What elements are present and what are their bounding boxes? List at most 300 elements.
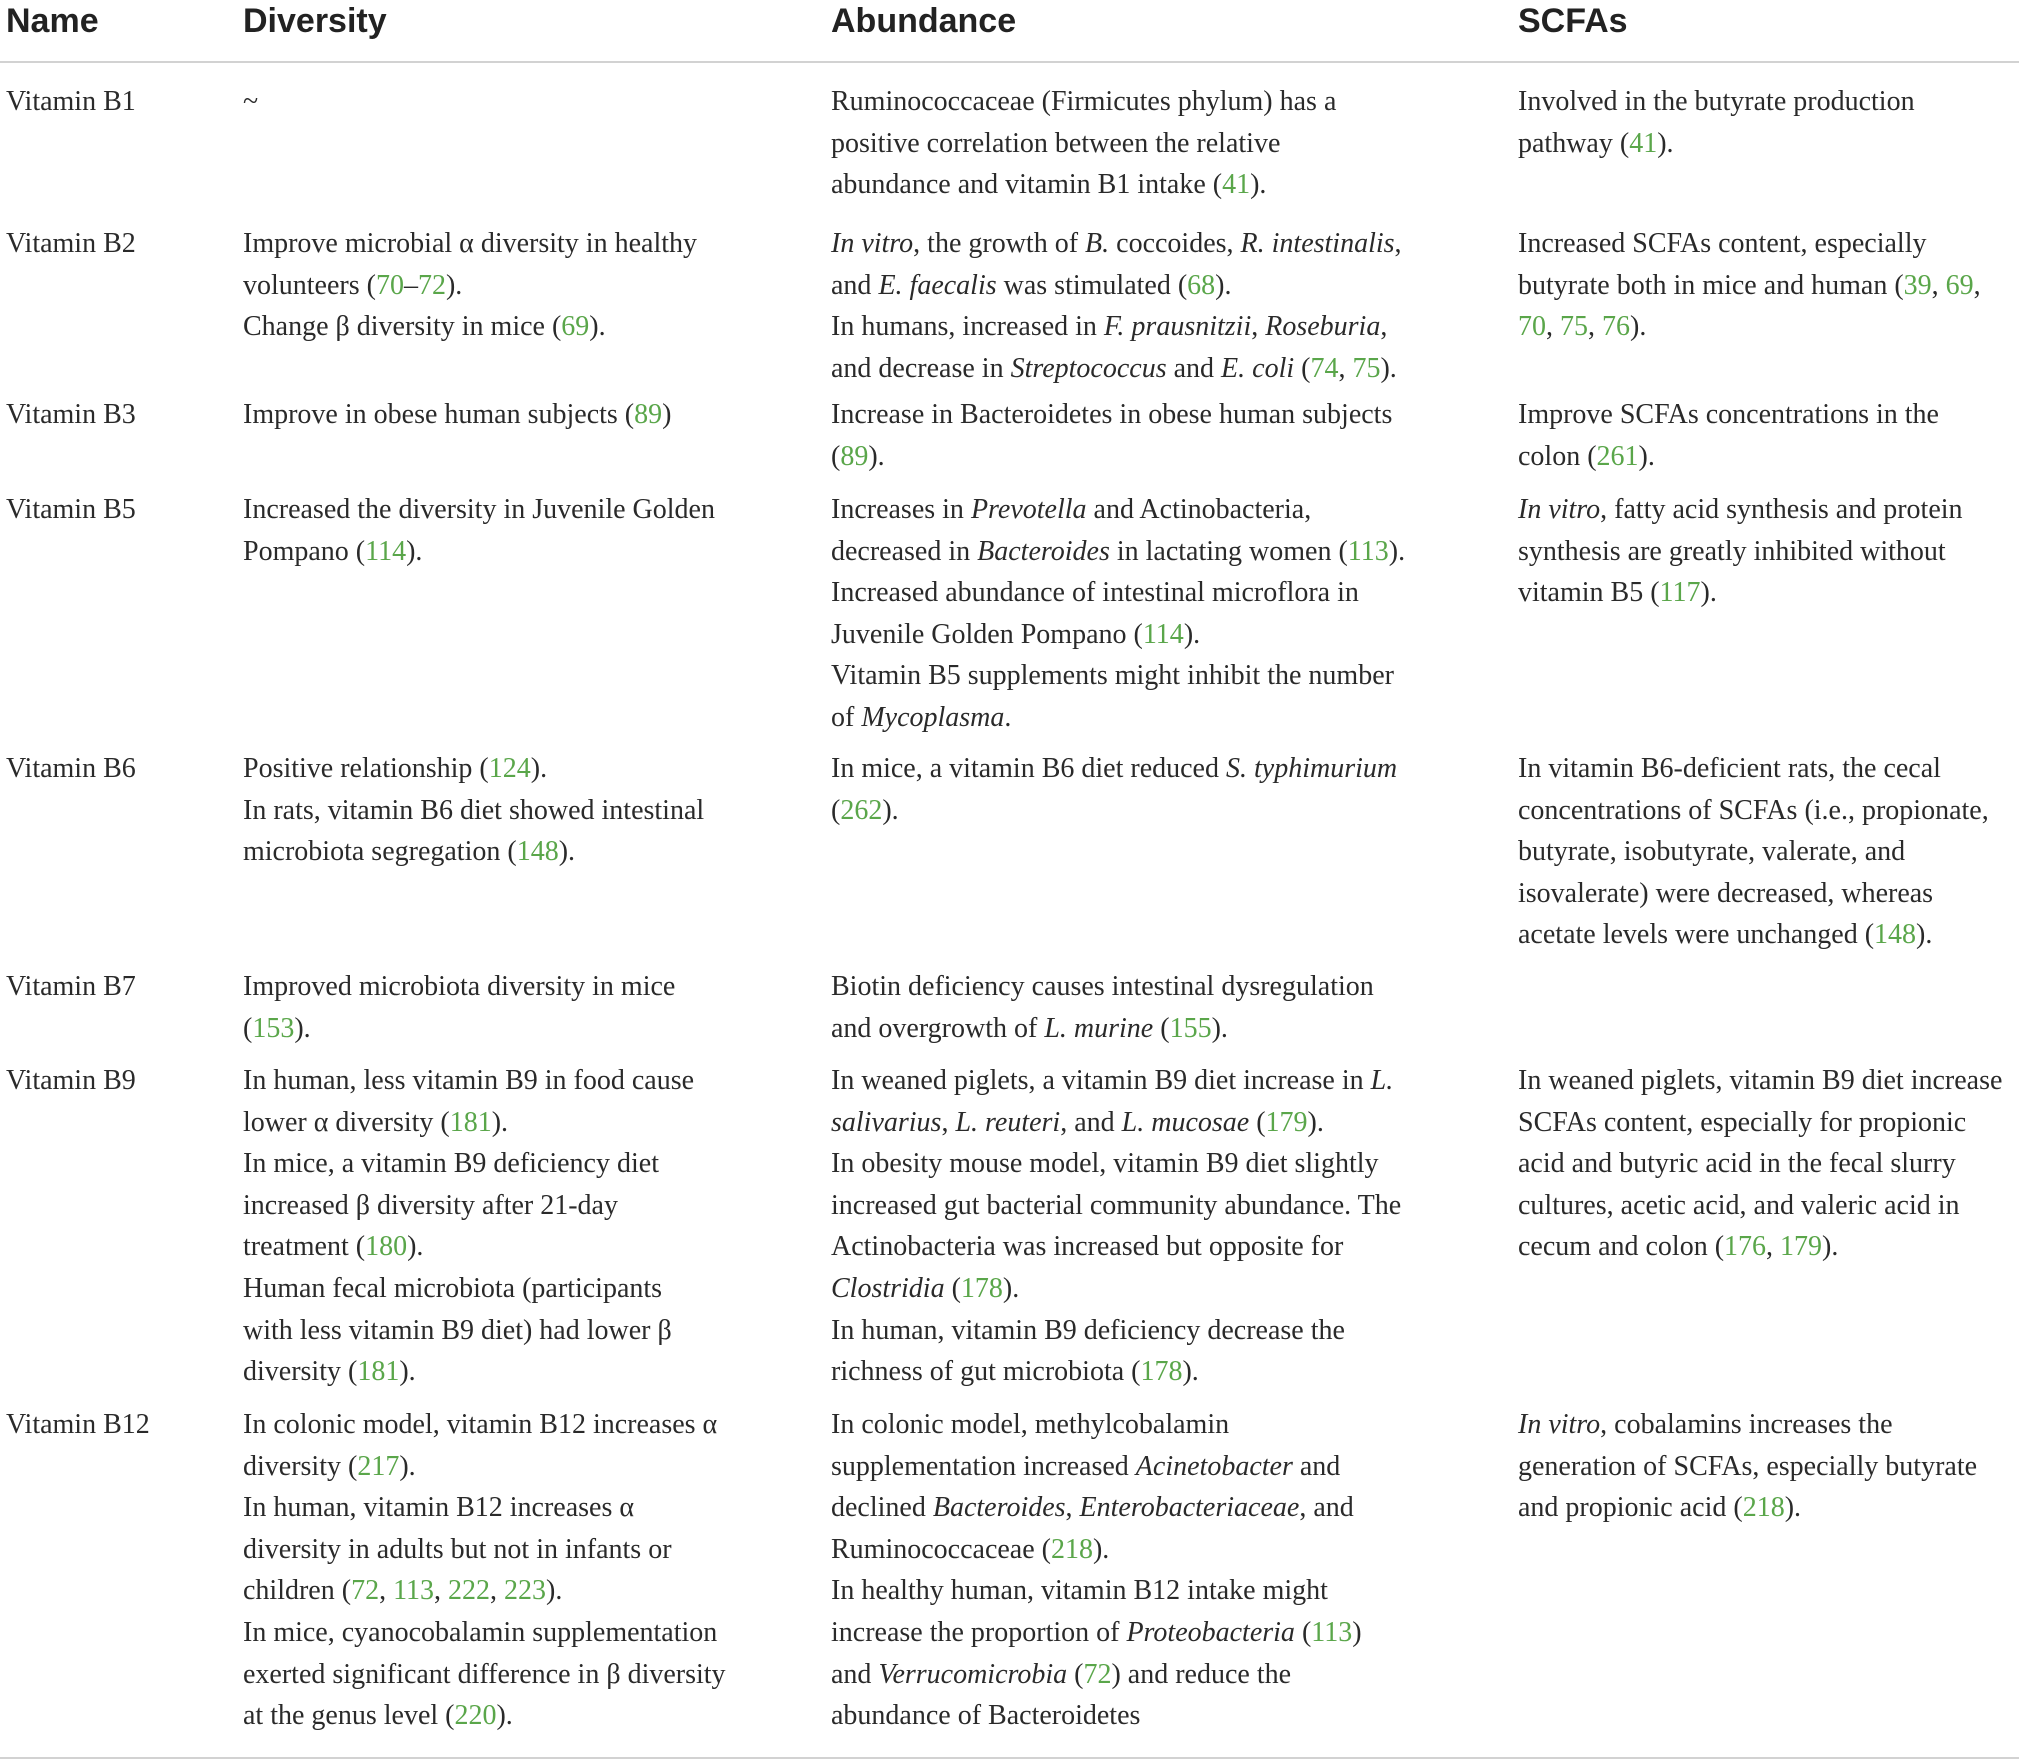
- reference-link[interactable]: 179: [1780, 1231, 1823, 1263]
- cell-line: [831, 614, 1405, 656]
- text-segment: generation of SCFAs, especially butyrate: [1518, 1450, 1978, 1482]
- reference-link[interactable]: 113: [393, 1575, 435, 1607]
- text-segment: and: [831, 1658, 879, 1690]
- cell-line: [243, 223, 697, 265]
- text-segment: butyrate, isobutyrate, valerate, and: [1518, 836, 1906, 868]
- italic-text: Prevotella: [970, 494, 1087, 525]
- reference-link[interactable]: 68: [1187, 269, 1216, 301]
- text-segment: ).: [496, 1700, 513, 1732]
- text-segment: In weaned piglets, vitamin B9 diet increase: [1518, 1065, 2003, 1096]
- name-cell: Vitamin B9: [6, 1065, 136, 1096]
- cell-line: [831, 748, 1397, 790]
- text-segment: increased β diversity after 21-day: [243, 1189, 618, 1221]
- cell-line: [831, 436, 1392, 478]
- text-segment: ).: [445, 269, 463, 301]
- text-segment: concentrations of SCFAs (i.e., propionate,: [1518, 794, 1989, 826]
- text-segment: In healthy human, vitamin B12 intake might: [831, 1575, 1328, 1607]
- text-segment: and: [1292, 1450, 1341, 1482]
- text-segment: (: [1153, 1012, 1170, 1044]
- text-segment: ): [1352, 1616, 1362, 1648]
- cell-line: [831, 1529, 1362, 1571]
- reference-link[interactable]: 148: [1874, 919, 1917, 951]
- cell-line: [1518, 1185, 2002, 1227]
- reference-link[interactable]: 89: [840, 440, 869, 472]
- italic-text: Proteobacteria: [1126, 1616, 1295, 1648]
- italic-text: Enterobacteriaceae: [1079, 1492, 1300, 1524]
- text-segment: and: [1166, 352, 1222, 384]
- text-segment: volunteers (: [243, 269, 376, 301]
- text-segment: microbiota segregation (: [243, 836, 517, 868]
- diversity-cell: [243, 223, 697, 348]
- text-segment: coccoides,: [1109, 228, 1241, 259]
- text-segment: ,: [434, 1575, 449, 1607]
- reference-link[interactable]: 223: [504, 1575, 547, 1607]
- text-segment: ).: [407, 1231, 424, 1263]
- cell-line: [831, 123, 1336, 165]
- text-segment: In human, vitamin B9 deficiency decrease the: [831, 1314, 1345, 1346]
- cell-line: [1518, 81, 1915, 123]
- text-segment: ,: [1065, 1492, 1080, 1524]
- text-segment: ).: [1700, 577, 1717, 609]
- reference-link[interactable]: 179: [1265, 1106, 1308, 1138]
- text-segment: Increased abundance of intestinal microflora in: [831, 577, 1359, 609]
- reference-link[interactable]: 75: [1560, 311, 1588, 343]
- text-segment: with less vitamin B9 diet) had lower β: [243, 1314, 672, 1346]
- name-cell: Vitamin B5: [6, 494, 136, 525]
- text-segment: ).: [1182, 1356, 1199, 1388]
- text-segment: cultures, acetic acid, and valeric acid in: [1518, 1189, 1960, 1221]
- text-segment: ,: [1338, 352, 1353, 384]
- text-segment: Pompano (: [243, 535, 366, 567]
- text-segment: Actinobacteria was increased but opposite for: [831, 1231, 1344, 1263]
- text-segment: ,: [941, 1106, 956, 1138]
- cell-line: [831, 1185, 1401, 1227]
- italic-text: Clostridia: [831, 1272, 945, 1304]
- text-segment: richness of gut microbiota (: [831, 1356, 1141, 1388]
- text-segment: In weaned piglets, a vitamin B9 diet increase in: [831, 1065, 1371, 1096]
- cell-line: [243, 1570, 726, 1612]
- text-segment: In human, vitamin B12 increases α: [243, 1492, 635, 1524]
- cell-line: [1518, 914, 1989, 956]
- text-segment: ).: [589, 311, 606, 343]
- diversity-cell: [243, 748, 704, 873]
- cell-line: [831, 223, 1402, 265]
- reference-link[interactable]: 181: [357, 1356, 400, 1388]
- text-segment: ).: [1630, 311, 1647, 343]
- text-segment: synthesis are greatly inhibited without: [1518, 535, 1946, 567]
- abundance-cell: [831, 394, 1392, 477]
- scfas-cell: [1518, 394, 1939, 477]
- cell-line: [831, 1310, 1401, 1352]
- cell-line: [831, 531, 1405, 573]
- diversity-cell: [243, 1060, 694, 1393]
- text-segment: Increase in Bacteroidetes in obese human subjects: [831, 399, 1393, 430]
- text-segment: diversity (: [243, 1450, 358, 1482]
- cell-line: [243, 531, 715, 573]
- cell-line: [243, 1612, 726, 1654]
- text-segment: increase the proportion of: [831, 1616, 1127, 1648]
- text-segment: Improve microbial α diversity in healthy: [243, 228, 698, 259]
- italic-text: salivarius: [831, 1106, 942, 1138]
- table-bottom-rule: [0, 1757, 2019, 1759]
- text-segment: ,: [1380, 311, 1388, 343]
- text-segment: children (: [243, 1575, 352, 1607]
- text-segment: ).: [399, 1356, 416, 1388]
- cell-line: [1518, 748, 1989, 790]
- text-segment: at the genus level (: [243, 1700, 455, 1732]
- text-segment: Involved in the butyrate production: [1518, 86, 1915, 117]
- reference-link[interactable]: 70: [375, 269, 404, 301]
- text-segment: cecum and colon (: [1518, 1231, 1725, 1263]
- text-segment: (: [944, 1272, 961, 1304]
- text-segment: and overgrowth of: [831, 1012, 1045, 1044]
- text-segment: In rats, vitamin B6 diet showed intestinal: [243, 794, 705, 826]
- reference-link[interactable]: 113: [1311, 1616, 1353, 1648]
- scfas-cell: [1518, 81, 1915, 164]
- text-segment: ,: [1251, 311, 1266, 343]
- reference-link[interactable]: 180: [365, 1231, 408, 1263]
- text-segment: ).: [1657, 127, 1674, 159]
- reference-link[interactable]: 70: [1518, 311, 1546, 343]
- name-cell: Vitamin B3: [6, 399, 136, 430]
- name-cell: Vitamin B12: [6, 1409, 150, 1440]
- text-segment: ).: [1638, 440, 1655, 472]
- text-segment: Ruminococcaceae (: [831, 1533, 1051, 1565]
- reference-link[interactable]: 75: [1352, 352, 1381, 384]
- text-segment: in lactating women (: [1109, 535, 1348, 567]
- text-segment: Increased SCFAs content, especially: [1518, 228, 1927, 259]
- cell-line: [243, 306, 697, 348]
- cell-line: [243, 1310, 694, 1352]
- text-segment: Improve in obese human subjects (: [243, 399, 635, 430]
- text-segment: ).: [1183, 618, 1201, 650]
- header-abundance: Abundance: [831, 2, 1017, 40]
- reference-link[interactable]: 181: [449, 1106, 492, 1138]
- cell-line: [831, 265, 1402, 307]
- text-segment: vitamin B5 (: [1518, 577, 1660, 609]
- text-segment: (: [831, 440, 841, 472]
- cell-line: [831, 1612, 1362, 1654]
- name-cell: Vitamin B1: [6, 86, 136, 117]
- cell-line: [831, 572, 1405, 614]
- text-segment: ).: [1307, 1106, 1324, 1138]
- scfas-cell: [1518, 1060, 2002, 1268]
- text-segment: ,: [490, 1575, 505, 1607]
- cell-line: [243, 489, 715, 531]
- cell-line: [831, 1060, 1401, 1102]
- diversity-cell: [243, 1404, 726, 1737]
- abundance-cell: [831, 748, 1397, 831]
- text-segment: ).: [1388, 535, 1406, 567]
- reference-link[interactable]: 69: [561, 311, 590, 343]
- text-segment: ).: [1092, 1533, 1110, 1565]
- cell-line: [243, 966, 675, 1008]
- cell-line: [831, 1695, 1362, 1737]
- text-segment: , fatty acid synthesis and protein: [1600, 494, 1963, 525]
- cell-line: [243, 1060, 694, 1102]
- cell-line: [243, 1268, 694, 1310]
- reference-link[interactable]: 222: [448, 1575, 491, 1607]
- text-segment: exerted significant difference in β diversity: [243, 1658, 726, 1690]
- scfas-cell: [1518, 748, 1989, 956]
- cell-line: [1518, 265, 1981, 307]
- text-segment: and decrease in: [831, 352, 1011, 384]
- cell-line: [831, 655, 1405, 697]
- text-segment: ,: [1394, 228, 1402, 259]
- scfas-cell: [1518, 1404, 1977, 1529]
- text-segment: ,: [379, 1575, 394, 1607]
- text-segment: Positive relationship (: [243, 753, 489, 784]
- cell-line: [831, 1351, 1401, 1393]
- text-segment: ).: [868, 440, 885, 472]
- cell-line: [243, 790, 704, 832]
- text-segment: , cobalamins increases the: [1600, 1409, 1893, 1440]
- cell-line: [1518, 489, 1963, 531]
- cell-line: [831, 697, 1405, 739]
- cell-line: [831, 1102, 1401, 1144]
- diversity-cell: [243, 81, 258, 123]
- text-segment: ).: [530, 753, 548, 784]
- text-segment: ,: [1546, 311, 1560, 343]
- text-segment: increased gut bacterial community abundance. The: [831, 1189, 1402, 1221]
- cell-line: [243, 1143, 694, 1185]
- reference-link[interactable]: 72: [1083, 1658, 1112, 1690]
- cell-line: [243, 1102, 694, 1144]
- text-segment: (: [1294, 352, 1311, 384]
- cell-line: [1518, 1404, 1977, 1446]
- header-name: Name: [6, 2, 99, 40]
- cell-line: [831, 1226, 1401, 1268]
- table-header: [0, 0, 2019, 63]
- cell-line: [1518, 1487, 1977, 1529]
- text-segment: ).: [1822, 1231, 1839, 1263]
- reference-link[interactable]: 220: [454, 1700, 497, 1732]
- italic-text: Bacteroides: [977, 535, 1110, 567]
- text-segment: Juvenile Golden Pompano (: [831, 618, 1143, 650]
- text-segment: ).: [882, 794, 899, 826]
- cell-line: [243, 831, 704, 873]
- text-segment: ).: [546, 1575, 563, 1607]
- text-segment: ) and reduce the: [1111, 1658, 1292, 1690]
- italic-text: Bacteroides: [932, 1492, 1066, 1524]
- cell-line: [1518, 1102, 2002, 1144]
- cell-line: [1518, 873, 1989, 915]
- reference-link[interactable]: 69: [1945, 269, 1974, 301]
- reference-link[interactable]: 178: [1140, 1356, 1183, 1388]
- cell-line: [243, 1008, 675, 1050]
- cell-line: [831, 81, 1336, 123]
- text-segment: In obesity mouse model, vitamin B9 diet slightly: [831, 1148, 1379, 1180]
- cell-line: [243, 1226, 694, 1268]
- cell-line: [1518, 831, 1989, 873]
- text-segment: isovalerate) were decreased, whereas: [1518, 877, 1934, 909]
- cell-line: [831, 1654, 1362, 1696]
- abundance-cell: [831, 1404, 1362, 1737]
- text-segment: diversity in adults but not in infants or: [243, 1533, 672, 1565]
- reference-link[interactable]: 117: [1659, 577, 1701, 609]
- italic-text: Streptococcus: [1010, 352, 1167, 384]
- text-segment: In vitamin B6-deficient rats, the cecal: [1518, 753, 1941, 784]
- text-segment: In colonic model, methylcobalamin: [831, 1409, 1230, 1440]
- italic-text: E. faecalis: [878, 269, 997, 301]
- text-segment: butyrate both in mice and human (: [1518, 269, 1904, 301]
- cell-line: [243, 81, 258, 123]
- text-segment: Biotin deficiency causes intestinal dysregulation: [831, 971, 1374, 1002]
- text-segment: supplementation increased: [831, 1450, 1136, 1482]
- scfas-cell: [1518, 223, 1981, 348]
- cell-line: [243, 1351, 694, 1393]
- text-segment: ).: [491, 1106, 509, 1138]
- text-segment: (: [1294, 1616, 1312, 1648]
- reference-link[interactable]: 72: [417, 269, 446, 301]
- italic-text: E. coli: [1221, 352, 1295, 384]
- italic-text: Verrucomicrobia: [878, 1658, 1068, 1690]
- reference-link[interactable]: 114: [1142, 618, 1184, 650]
- text-segment: pathway (: [1518, 127, 1630, 159]
- abundance-cell: [831, 966, 1374, 1049]
- cell-line: [831, 1268, 1401, 1310]
- reference-link[interactable]: 261: [1596, 440, 1639, 472]
- reference-link[interactable]: 153: [252, 1012, 295, 1044]
- text-segment: lower α diversity (: [243, 1106, 450, 1138]
- text-segment: and Actinobacteria,: [1086, 494, 1312, 525]
- cell-line: [831, 489, 1405, 531]
- text-segment: Increases in: [831, 494, 971, 525]
- italic-text: In vitro: [1518, 1409, 1601, 1440]
- reference-link[interactable]: 217: [357, 1450, 400, 1482]
- text-segment: –: [403, 269, 418, 301]
- text-segment: ,: [1973, 269, 1981, 301]
- header-diversity: Diversity: [243, 2, 387, 40]
- text-segment: ,: [1766, 1231, 1781, 1263]
- text-segment: In mice, cyanocobalamin supplementation: [243, 1616, 718, 1648]
- reference-link[interactable]: 148: [516, 836, 559, 868]
- text-segment: ).: [294, 1012, 311, 1044]
- text-segment: (: [1067, 1658, 1084, 1690]
- cell-line: [243, 1487, 726, 1529]
- text-segment: ,: [1588, 311, 1602, 343]
- cell-line: [1518, 394, 1939, 436]
- cell-line: [831, 790, 1397, 832]
- abundance-cell: [831, 81, 1336, 206]
- reference-link[interactable]: 74: [1310, 352, 1339, 384]
- italic-text: In vitro: [1518, 494, 1601, 525]
- abundance-cell: [831, 1060, 1401, 1393]
- reference-link[interactable]: 72: [351, 1575, 380, 1607]
- cell-line: [831, 1446, 1362, 1488]
- cell-line: [1518, 572, 1963, 614]
- cell-line: [1518, 1060, 2002, 1102]
- reference-link[interactable]: 178: [960, 1272, 1003, 1304]
- italic-text: L. murine: [1044, 1012, 1154, 1044]
- cell-line: [1518, 790, 1989, 832]
- italic-text: L. mucosae: [1121, 1106, 1250, 1138]
- text-segment: ).: [1211, 1012, 1228, 1044]
- reference-link[interactable]: 218: [1742, 1492, 1785, 1524]
- cell-line: [1518, 531, 1963, 573]
- text-segment: In colonic model, vitamin B12 increases α: [243, 1409, 718, 1440]
- text-segment: ~: [243, 86, 259, 117]
- cell-line: [243, 1185, 694, 1227]
- text-segment: In humans, increased in: [831, 311, 1104, 343]
- cell-line: [831, 394, 1392, 436]
- reference-link[interactable]: 176: [1724, 1231, 1767, 1263]
- reference-link[interactable]: 89: [634, 399, 663, 430]
- italic-text: Roseburia: [1265, 311, 1381, 343]
- text-segment: In human, less vitamin B9 in food cause: [243, 1065, 695, 1096]
- reference-link[interactable]: 113: [1347, 535, 1389, 567]
- text-segment: , and: [1060, 1106, 1122, 1138]
- reference-link[interactable]: 41: [1222, 169, 1251, 201]
- text-segment: and: [831, 269, 879, 301]
- text-segment: Ruminococcaceae (Firmicutes phylum) has a: [831, 86, 1337, 117]
- reference-link[interactable]: 76: [1602, 311, 1630, 343]
- text-segment: ): [662, 399, 672, 430]
- text-segment: (: [243, 1012, 253, 1044]
- text-segment: ).: [399, 1450, 416, 1482]
- text-segment: In mice, a vitamin B6 diet reduced: [831, 753, 1226, 784]
- italic-text: Acinetobacter: [1135, 1450, 1293, 1482]
- cell-line: [243, 1695, 726, 1737]
- text-segment: ).: [1002, 1272, 1020, 1304]
- cell-line: [831, 164, 1336, 206]
- cell-line: [831, 966, 1374, 1008]
- text-segment: abundance of Bacteroidetes: [831, 1700, 1141, 1732]
- text-segment: treatment (: [243, 1231, 366, 1263]
- reference-link[interactable]: 124: [488, 753, 531, 784]
- text-segment: was stimulated (: [996, 269, 1188, 301]
- text-segment: positive correlation between the relative: [831, 127, 1281, 159]
- cell-line: [1518, 1446, 1977, 1488]
- reference-link[interactable]: 114: [365, 535, 407, 567]
- reference-link[interactable]: 218: [1050, 1533, 1093, 1565]
- text-segment: .: [1004, 701, 1012, 733]
- cell-line: [1518, 1143, 2002, 1185]
- name-cell: Vitamin B6: [6, 753, 136, 784]
- name-cell: Vitamin B7: [6, 971, 136, 1002]
- text-segment: ,: [1931, 269, 1946, 301]
- text-segment: declined: [831, 1492, 933, 1524]
- text-segment: decreased in: [831, 535, 978, 567]
- text-segment: Human fecal microbiota (participants: [243, 1272, 663, 1304]
- cell-line: [1518, 223, 1981, 265]
- text-segment: Improved microbiota diversity in mice: [243, 971, 676, 1002]
- diversity-cell: [243, 966, 675, 1049]
- text-segment: , and: [1299, 1492, 1354, 1524]
- cell-line: [1518, 306, 1981, 348]
- cell-line: [1518, 123, 1915, 165]
- italic-text: F. prausnitzii: [1103, 311, 1252, 343]
- reference-link[interactable]: 39: [1903, 269, 1932, 301]
- italic-text: S. typhimurium: [1225, 753, 1398, 784]
- cell-line: [831, 348, 1402, 390]
- text-segment: Vitamin B5 supplements might inhibit the number: [831, 660, 1394, 692]
- text-segment: colon (: [1518, 440, 1597, 472]
- reference-link[interactable]: 262: [840, 794, 883, 826]
- diversity-cell: [243, 394, 671, 436]
- reference-link[interactable]: 41: [1629, 127, 1658, 159]
- cell-line: [1518, 1226, 2002, 1268]
- scfas-cell: [1518, 489, 1963, 614]
- text-segment: acetate levels were unchanged (: [1518, 919, 1875, 951]
- italic-text: Mycoplasma: [861, 701, 1005, 733]
- abundance-cell: [831, 489, 1405, 739]
- cell-line: [1518, 436, 1939, 478]
- text-segment: acid and butyric acid in the fecal slurry: [1518, 1148, 1956, 1180]
- cell-line: [243, 1404, 726, 1446]
- reference-link[interactable]: 155: [1169, 1012, 1212, 1044]
- text-segment: (: [1249, 1106, 1266, 1138]
